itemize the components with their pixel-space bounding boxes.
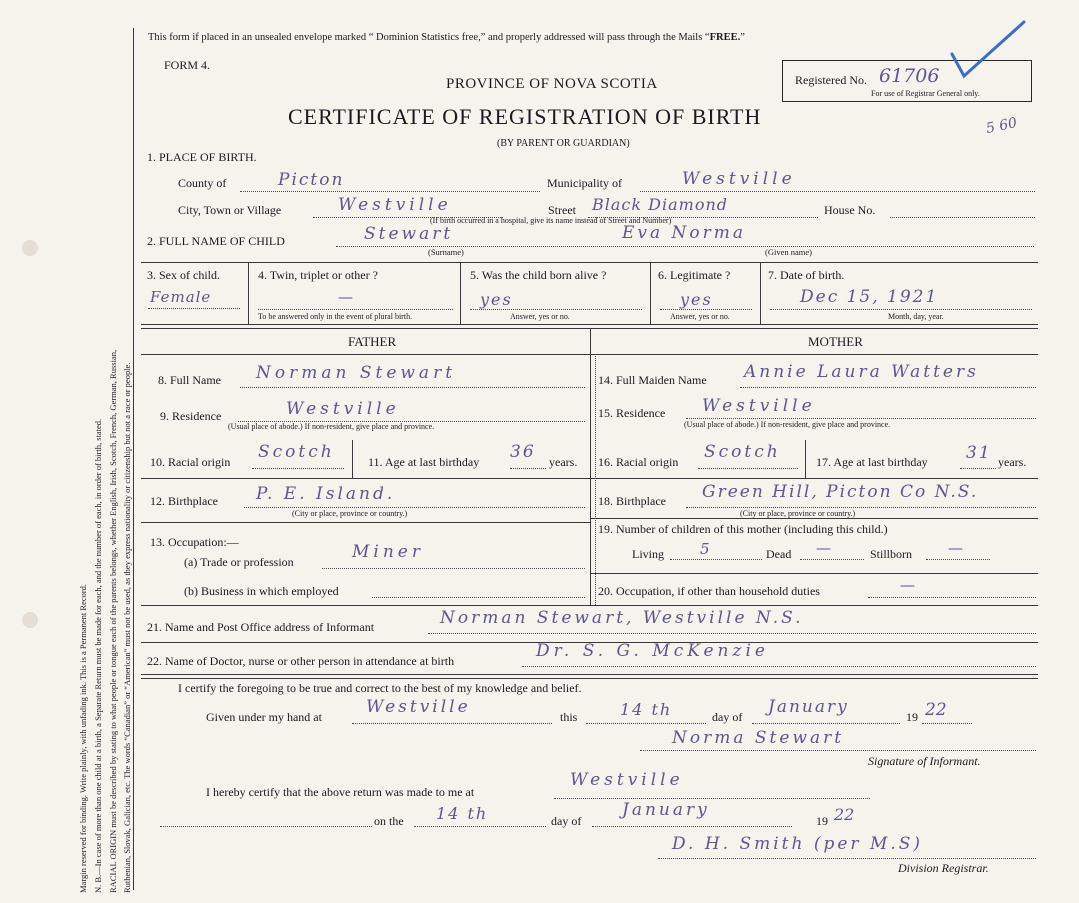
mother-age-value: 31 bbox=[966, 443, 992, 463]
occupation-label: 13. Occupation:— bbox=[150, 535, 239, 549]
corner-mark: 5 60 bbox=[984, 114, 1019, 138]
year-prefix: 19 bbox=[906, 710, 918, 724]
child-given-name: Eva Norma bbox=[622, 223, 747, 243]
given-day: 14 th bbox=[620, 700, 673, 719]
city-value: Westville bbox=[338, 195, 452, 215]
alive-note: Answer, yes or no. bbox=[510, 312, 570, 321]
county-label: County of bbox=[178, 176, 227, 190]
on-the-label: on the bbox=[374, 814, 404, 828]
day-of-label: day of bbox=[712, 710, 743, 724]
registrar-note: For use of Registrar General only. bbox=[871, 89, 980, 98]
father-heading: FATHER bbox=[348, 334, 397, 349]
certify-statement: I certify the foregoing to be true and correct to the best of my knowledge and belief. bbox=[178, 681, 582, 695]
mother-birthplace-value: Green Hill, Picton Co N.S. bbox=[702, 482, 979, 502]
left-border bbox=[133, 28, 134, 890]
given-place: Westville bbox=[366, 697, 471, 717]
mother-birthplace-label: 18. Birthplace bbox=[598, 494, 666, 508]
trade-label: (a) Trade or profession bbox=[184, 555, 294, 569]
this-label: this bbox=[560, 710, 578, 724]
father-residence-value: Westville bbox=[286, 399, 400, 419]
father-racial-value: Scotch bbox=[258, 442, 335, 462]
father-birthplace-note: (City or place, province or country.) bbox=[292, 509, 408, 518]
mother-residence-label: 15. Residence bbox=[598, 406, 666, 420]
legitimate-value: yes bbox=[680, 290, 713, 309]
mother-heading: MOTHER bbox=[808, 334, 863, 349]
certificate-subtitle: (BY PARENT OR GUARDIAN) bbox=[497, 138, 630, 149]
municipality-label: Municipality of bbox=[547, 176, 622, 190]
father-age-label: 11. Age at last birthday bbox=[368, 455, 480, 469]
given-name-caption: (Given name) bbox=[765, 247, 812, 257]
mother-years: years. bbox=[998, 455, 1027, 469]
mail-notice: This form if placed in an unsealed envelope marked “ Dominion Statistics free,” and properly addressed will pass through the Mails “FREE.” bbox=[148, 32, 745, 43]
registered-label: Registered No. bbox=[795, 73, 867, 87]
binding-hole bbox=[22, 240, 38, 256]
children-count-label: 19. Number of children of this mother (including this child.) bbox=[598, 522, 888, 536]
mother-birthplace-note: (City or place, province or country.) bbox=[740, 509, 856, 518]
registrar-signature: D. H. Smith (per M.S) bbox=[672, 834, 924, 854]
municipality-value: Westville bbox=[682, 169, 796, 189]
margin-line-2: N. B.—In case of more than one child at a birth, a Separate Return must be made for each, and the number of each, in order of birth, stated. bbox=[93, 418, 103, 893]
county-value: Picton bbox=[278, 170, 345, 190]
registered-number: 61706 bbox=[879, 65, 940, 87]
child-name-label: 2. FULL NAME OF CHILD bbox=[147, 234, 285, 248]
father-birthplace-label: 12. Birthplace bbox=[150, 494, 218, 508]
city-label: City, Town or Village bbox=[178, 203, 282, 217]
legitimate-label: 6. Legitimate ? bbox=[658, 268, 731, 282]
informant-value: Norman Stewart, Westville N.S. bbox=[440, 608, 804, 628]
stillborn-value: — bbox=[948, 539, 965, 557]
checkmark-icon bbox=[944, 18, 1029, 80]
father-racial-label: 10. Racial origin bbox=[150, 455, 231, 469]
given-year: 22 bbox=[925, 700, 947, 720]
twin-note: To be answered only in the event of plural birth. bbox=[258, 312, 413, 321]
living-label: Living bbox=[632, 547, 664, 561]
given-month: January bbox=[768, 697, 849, 717]
mother-occupation-label: 20. Occupation, if other than household duties bbox=[598, 584, 820, 598]
father-residence-note: (Usual place of abode.) If non-resident, give place and province. bbox=[228, 422, 435, 431]
return-place: Westville bbox=[570, 770, 684, 790]
given-label: Given under my hand at bbox=[206, 710, 322, 724]
father-name-value: Norman Stewart bbox=[256, 363, 457, 383]
form-label: FORM 4. bbox=[164, 58, 211, 72]
surname-caption: (Surname) bbox=[428, 247, 464, 257]
stillborn-label: Stillborn bbox=[870, 547, 913, 561]
business-label: (b) Business in which employed bbox=[184, 584, 339, 598]
mother-residence-value: Westville bbox=[702, 396, 816, 416]
mother-residence-note: (Usual place of abode.) If non-resident, give place and province. bbox=[684, 420, 891, 429]
legitimate-note: Answer, yes or no. bbox=[670, 312, 730, 321]
doctor-label: 22. Name of Doctor, nurse or other person in attendance at birth bbox=[147, 654, 455, 668]
mother-occupation-value: — bbox=[900, 576, 917, 594]
return-year-prefix: 19 bbox=[816, 814, 828, 828]
return-day: 14 th bbox=[436, 804, 489, 823]
doctor-value: Dr. S. G. McKenzie bbox=[536, 641, 769, 661]
certificate-title: CERTIFICATE OF REGISTRATION OF BIRTH bbox=[288, 104, 762, 129]
sex-value: Female bbox=[150, 288, 212, 306]
margin-line-1: Margin reserved for binding. Write plainly, with unfading ink. This is a Permanent Record. bbox=[78, 583, 88, 893]
father-residence-label: 9. Residence bbox=[160, 409, 222, 423]
house-label: House No. bbox=[824, 203, 876, 217]
return-year: 22 bbox=[834, 805, 855, 824]
dob-note: Month, day, year. bbox=[888, 312, 944, 321]
mother-racial-label: 16. Racial origin bbox=[598, 455, 679, 469]
father-name-label: 8. Full Name bbox=[158, 373, 221, 387]
mother-age-label: 17. Age at last birthday bbox=[816, 455, 928, 469]
margin-line-4: Ruthenian, Slovak, Galician, etc. The words “Canadian” or “American” must not be used, as they express nationality or citizenship but not a race or people. bbox=[122, 362, 132, 893]
dob-label: 7. Date of birth. bbox=[768, 268, 845, 282]
informant-label: 21. Name and Post Office address of Informant bbox=[147, 620, 375, 634]
binding-hole bbox=[22, 612, 38, 628]
dead-label: Dead bbox=[766, 547, 792, 561]
alive-label: 5. Was the child born alive ? bbox=[470, 268, 607, 282]
mother-name-value: Annie Laura Watters bbox=[744, 362, 979, 382]
registrar-signature-caption: Division Registrar. bbox=[898, 861, 989, 875]
mother-name-label: 14. Full Maiden Name bbox=[598, 373, 707, 387]
dead-value: — bbox=[816, 539, 833, 557]
informant-signature-caption: Signature of Informant. bbox=[868, 754, 981, 768]
return-label: I hereby certify that the above return was made to me at bbox=[206, 785, 475, 799]
return-day-of-label: day of bbox=[551, 814, 582, 828]
return-month: January bbox=[622, 800, 710, 820]
father-birthplace-value: P. E. Island. bbox=[256, 484, 396, 504]
street-value: Black Diamond bbox=[592, 195, 728, 214]
trade-value: Miner bbox=[352, 542, 424, 562]
father-years: years. bbox=[549, 455, 578, 469]
hospital-note: (If birth occurred in a hospital, give its name instead of Street and Number) bbox=[430, 216, 672, 225]
father-age-value: 36 bbox=[510, 442, 536, 462]
province-heading: PROVINCE OF NOVA SCOTIA bbox=[446, 76, 658, 92]
margin-line-3: RACIAL ORIGIN must be described by stating to what people or tongue each of the parents belongs, whether English, Irish, Scotch, French, German, Russian, bbox=[108, 349, 118, 893]
dob-value: Dec 15, 1921 bbox=[800, 287, 939, 307]
child-surname: Stewart bbox=[364, 224, 454, 244]
place-of-birth-heading: 1. PLACE OF BIRTH. bbox=[147, 150, 257, 164]
living-value: 5 bbox=[700, 540, 712, 558]
mother-racial-value: Scotch bbox=[704, 442, 781, 462]
alive-value: yes bbox=[480, 290, 513, 309]
street-label: Street bbox=[548, 203, 576, 217]
informant-signature: Norma Stewart bbox=[672, 728, 845, 748]
twin-value: — bbox=[338, 288, 355, 306]
twin-label: 4. Twin, triplet or other ? bbox=[258, 268, 378, 282]
sex-label: 3. Sex of child. bbox=[147, 268, 220, 282]
